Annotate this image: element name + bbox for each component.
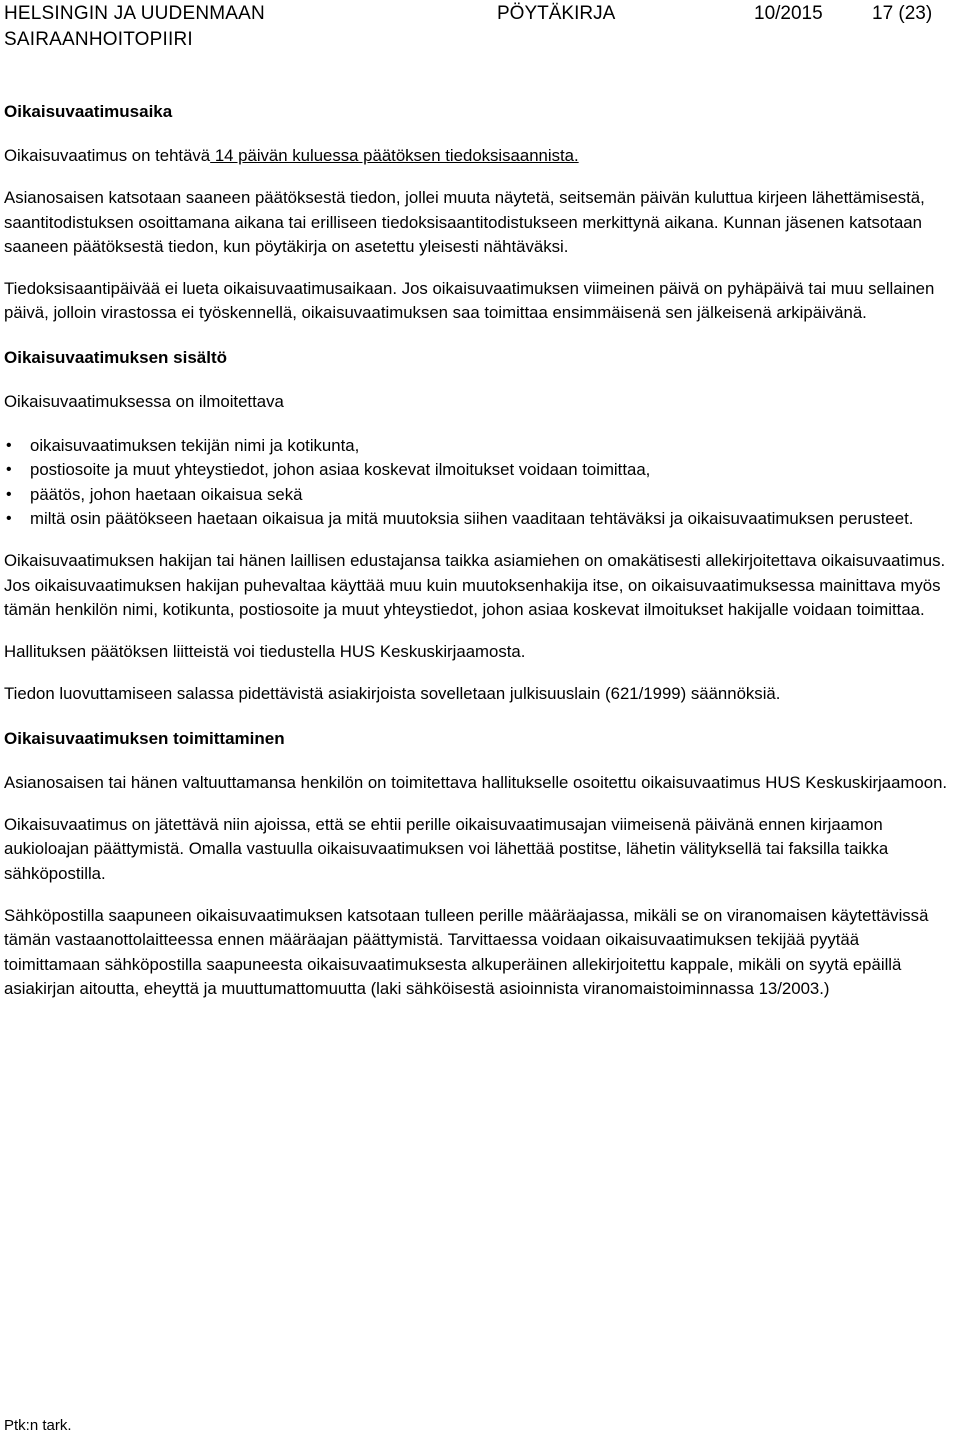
bullet-icon: •: [6, 509, 12, 527]
document-number: 10/2015: [754, 3, 823, 24]
document-body: [4, 100, 954, 1001]
list-item: • päätös, johon haetaan oikaisua sekä: [4, 483, 954, 507]
paragraph-notification: Asianosaisen katsotaan saaneen päätöksestä tiedon, jollei muuta näytetä, seitsemän päivän kuluttua kirjeen lähettämisestä, saantitodistuksen osoittamana aikana tai erilliseen tiedoksisaantitodistukseen merkittynä aikana. Kunnan jäsenen katsotaan saaneen päätöksestä tiedon, kun pöytäkirja on asetettu yleisesti nähtäväksi.: [4, 188, 925, 256]
document-type: PÖYTÄKIRJA: [497, 3, 616, 24]
paragraph-email-submission: Sähköpostilla saapuneen oikaisuvaatimuksen katsotaan tulleen perille määräajassa, mikäli se on viranomaisen käytettävissä tämän vastaanottolaitteessa ennen määräajan päättymistä. Tarvittaessa voidaan oikaisuvaatimuksen tekijää pyytää toimittamaan sähköpostilla saapuneesta oikaisuvaatimuksesta alkuperäinen allekirjoitettu kappale, mikäli on syytä epäillä asiakirjan aitoutta, eheyttä ja muuttumattomuutta (laki sähköisestä asioinnista viranomaistoiminnassa 13/2003.): [4, 905, 929, 998]
paragraph-confidential: Tiedon luovuttamiseen salassa pidettävistä asiakirjoista sovelletaan julkisuuslain (621/1999) säännöksiä.: [4, 684, 781, 704]
organization-name-line1: HELSINGIN JA UUDENMAAN: [4, 3, 265, 24]
section-heading-appeal-submission: Oikaisuvaatimuksen toimittaminen: [4, 728, 285, 748]
list-item: • postiosoite ja muut yhteystiedot, johon asiaa koskevat ilmoitukset voidaan toimittaa,: [4, 458, 954, 482]
list-item: • oikaisuvaatimuksen tekijän nimi ja kotikunta,: [4, 434, 954, 458]
organization-name: [4, 1, 265, 53]
deadline-underlined-text: 14 päivän kuluessa päätöksen tiedoksisaannista.: [210, 146, 579, 165]
bullet-icon: •: [6, 437, 12, 455]
paragraph-submission-recipient: Asianosaisen tai hänen valtuuttamansa henkilön on toimitettava hallitukselle osoitettu oikaisuvaatimus HUS Keskuskirjaamoon.: [4, 772, 948, 792]
paragraph-attachments: Hallituksen päätöksen liitteistä voi tiedustella HUS Keskuskirjaamosta.: [4, 642, 526, 662]
section-heading-appeal-content: Oikaisuvaatimuksen sisältö: [4, 347, 227, 367]
section-heading-appeal-period: Oikaisuvaatimusaika: [4, 102, 173, 121]
deadline-text: Oikaisuvaatimus on tehtävä: [4, 146, 211, 165]
minutes-checked-label: Ptk:n tark.: [4, 1417, 72, 1434]
paragraph-submission-timing: Oikaisuvaatimus on jätettävä niin ajoissa, että se ehtii perille oikaisuvaatimusajan viimeisenä päivänä ennen kirjaamon aukioloajan päättymistä. Omalla vastuulla oikaisuvaatimuksen voi lähettää postitse, lähetin välityksellä tai faksilla taikka sähköpostilla.: [4, 815, 889, 883]
page-number: 17 (23): [872, 3, 933, 24]
content-requirements-list: [4, 434, 954, 531]
paragraph-content-intro: Oikaisuvaatimuksessa on ilmoitettava: [4, 391, 284, 411]
paragraph-appeal-deadline: [4, 144, 954, 168]
paragraph-signature: Oikaisuvaatimuksen hakijan tai hänen laillisen edustajansa taikka asiamiehen on omakätisesti allekirjoitettava oikaisuvaatimus. Jos oikaisuvaatimuksen hakijan puhevaltaa käyttää muu kuin muutoksenhakija itse, on oikaisuvaatimuksessa mainittava myös tämän henkilön nimi, kotikunta, postiosoite ja muut yhteystiedot, johon asiaa koskevat ilmoitukset hakijalle voidaan toimittaa.: [4, 551, 946, 619]
organization-name-line2: SAIRAANHOITOPIIRI: [4, 29, 193, 50]
list-item: • miltä osin päätökseen haetaan oikaisua ja mitä muutoksia siihen vaaditaan tehtäväksi ja oikaisuvaatimuksen perusteet.: [4, 507, 954, 531]
page-header: [0, 0, 960, 50]
paragraph-notification-day: Tiedoksisaantipäivää ei lueta oikaisuvaatimusaikaan. Jos oikaisuvaatimuksen viimeinen päivä on pyhäpäivä tai muu sellainen päivä, jolloin virastossa ei työskennellä, oikaisuvaatimuksen saa toimittaa ensimmäisenä sen jälkeisenä arkipäivänä.: [4, 279, 935, 323]
bullet-icon: •: [6, 461, 12, 479]
bullet-icon: •: [6, 485, 12, 503]
